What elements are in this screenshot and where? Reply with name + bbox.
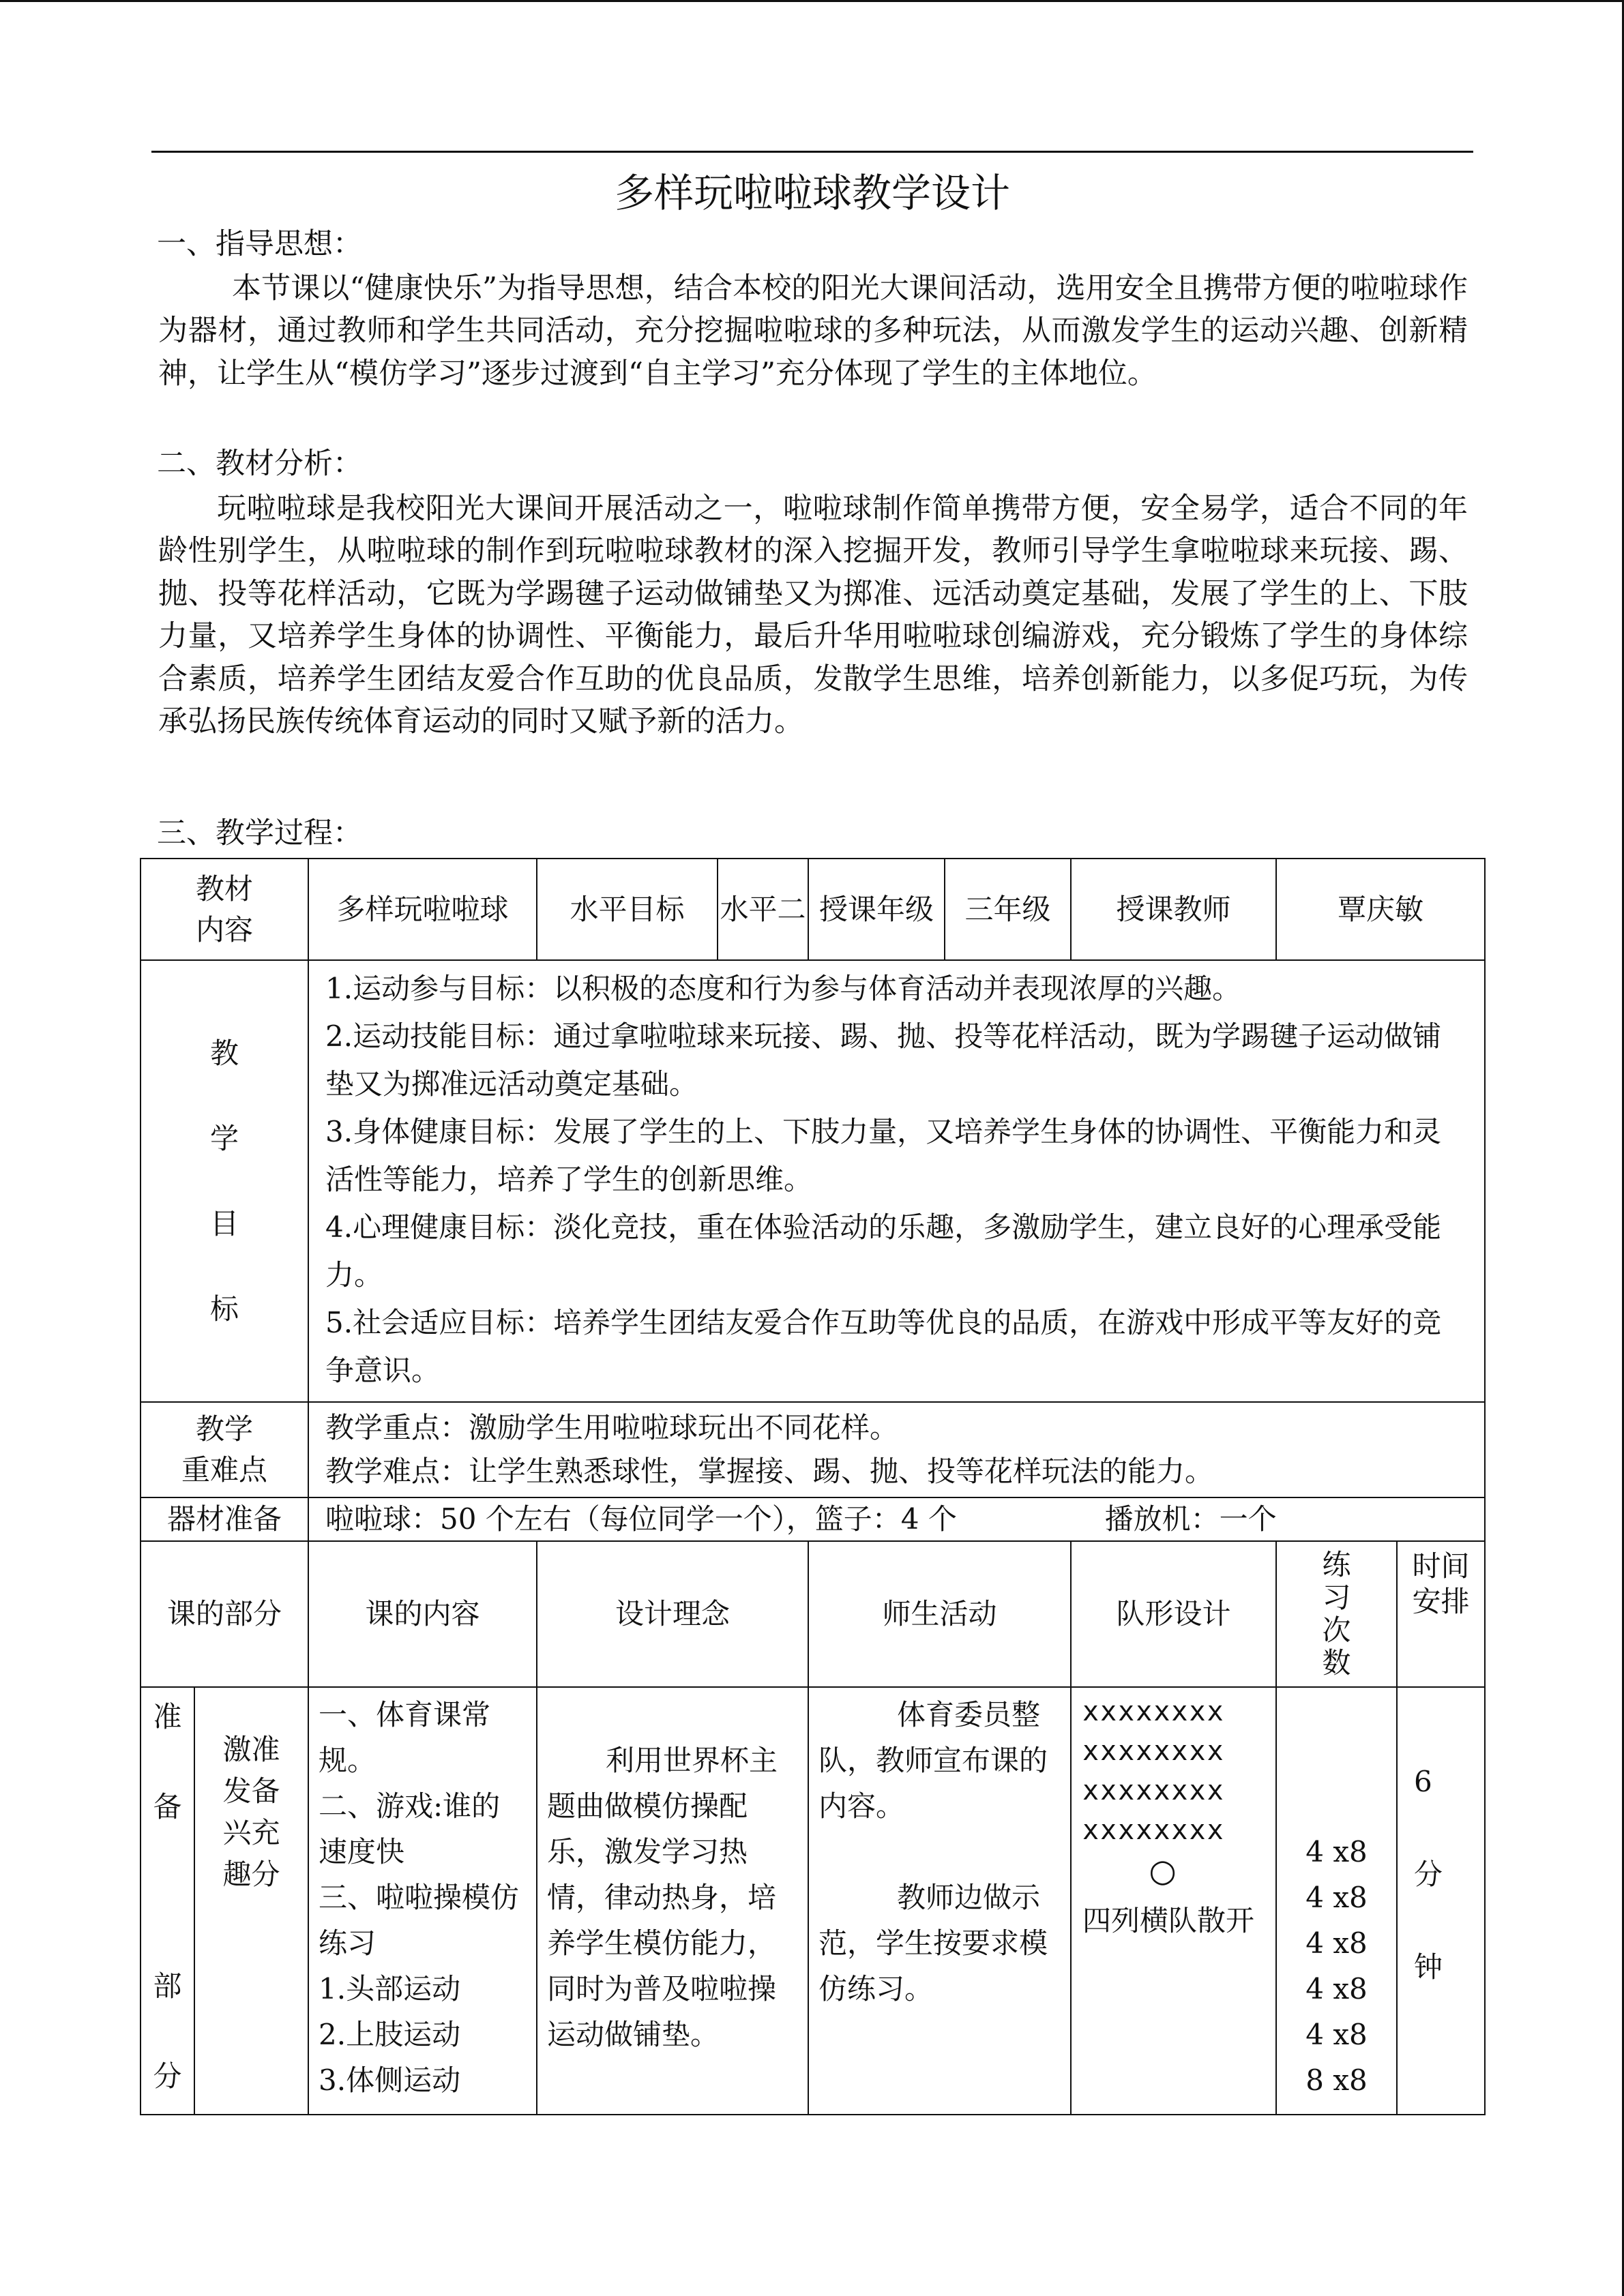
prep-goal-label — [194, 1687, 308, 2115]
concept-text: 利用世界杯主题曲做模仿操配乐，激发学习热情，律动热身，培养学生模仿能力，同时为普及啦啦操运动做铺垫。 — [547, 1744, 778, 2051]
teaching-difficulty: 教学难点：让学生熟悉球性，掌握接、踢、抛、投等花样玩法的能力。 — [325, 1455, 1214, 1488]
activity-text: 体育委员整队，教师宣布课的内容。 — [818, 1698, 1048, 1823]
label-pair: 兴充 — [222, 1816, 280, 1849]
prep-reps — [1276, 1687, 1397, 2115]
formation-row: xxxxxxxx — [1082, 1815, 1225, 1846]
level-goal-value: 水平二 — [718, 859, 808, 960]
header-rule — [151, 151, 1473, 153]
reps-value: 4 x8 — [1305, 1972, 1368, 2006]
formation-note: 四列横队散开 — [1082, 1904, 1255, 1937]
section-heading-material-analysis: 二、教材分析： — [157, 447, 362, 481]
reps-value: 4 x8 — [1305, 1881, 1368, 1914]
row-material-content — [141, 859, 1485, 960]
label-line: 教学 — [196, 1412, 254, 1446]
key-points-content — [308, 1402, 1485, 1497]
section-heading-teaching-process: 三、教学过程： — [157, 816, 362, 850]
label-char: 分 — [153, 2059, 182, 2093]
reps-value: 8 x8 — [1305, 2063, 1368, 2097]
prep-formation — [1071, 1687, 1276, 2115]
header-line: 安排 — [1412, 1585, 1470, 1618]
teaching-goals-list — [308, 960, 1485, 1402]
header-part: 课的部分 — [141, 1541, 308, 1687]
goal-item: 4.心理健康目标：淡化竞技，重在体验活动的乐趣，多激励学生，建立良好的心理承受能力。 — [325, 1210, 1442, 1292]
guiding-ideas-paragraph — [158, 267, 1468, 395]
time-value: 6 — [1414, 1765, 1432, 1798]
formation-row: xxxxxxxx — [1082, 1696, 1225, 1727]
equipment-player: 播放机：一个 — [1104, 1502, 1277, 1536]
content-line: 二、游戏:谁的速度快 — [319, 1789, 501, 1868]
row-equipment — [141, 1497, 1485, 1541]
teacher-name: 覃庆敏 — [1276, 859, 1485, 960]
label-char: 标 — [210, 1292, 239, 1326]
row-preparation-part — [141, 1687, 1485, 2115]
label-line: 重难点 — [181, 1453, 268, 1487]
section-heading-guiding-ideas: 一、指导思想： — [157, 227, 362, 261]
reps-value: 4 x8 — [1305, 2018, 1368, 2051]
row-column-headers — [141, 1541, 1485, 1687]
label-line: 内容 — [196, 912, 254, 946]
header-time — [1397, 1541, 1485, 1687]
guiding-ideas-text: 本节课以“健康快乐”为指导思想，结合本校的阳光大课间活动，选用安全且携带方便的啦啦球作为器材，通过教师和学生共同活动，充分挖掘啦啦球的多种玩法，从而激发学生的运动兴趣、创新精神，让学生从“模仿学习”逐步过渡到“自主学习”充分体现了学生的主体地位。 — [158, 271, 1468, 391]
formation-row: xxxxxxxx — [1082, 1775, 1225, 1806]
row-key-points — [141, 1402, 1485, 1497]
label-equipment: 器材准备 — [141, 1497, 308, 1541]
label-pair: 趣分 — [222, 1858, 280, 1891]
content-line: 2.上肢运动 — [319, 2018, 461, 2051]
document-title: 多样玩啦啦球教学设计 — [614, 170, 1010, 216]
goal-item: 1.运动参与目标：以积极的态度和行为参与体育活动并表现浓厚的兴趣。 — [325, 972, 1241, 1005]
header-line: 时间 — [1412, 1549, 1470, 1583]
activity-text: 教师边做示范，学生按要求模仿练习。 — [818, 1881, 1048, 2006]
label-char: 学 — [210, 1122, 239, 1155]
header-char: 数 — [1322, 1646, 1351, 1680]
teaching-focus: 教学重点：激励学生用啦啦球玩出不同花样。 — [325, 1411, 899, 1444]
label-char: 部 — [153, 1969, 182, 2003]
label-teaching-goals — [141, 960, 308, 1402]
goal-item: 5.社会适应目标：培养学生团结友爱合作互助等优良的品质，在游戏中形成平等友好的竞争意识。 — [325, 1306, 1442, 1387]
label-char: 目 — [210, 1207, 239, 1240]
page-top-border — [0, 0, 1624, 2]
prep-content — [308, 1687, 537, 2115]
prep-concept — [537, 1687, 808, 2115]
header-reps — [1276, 1541, 1397, 1687]
label-pair: 激准 — [222, 1733, 280, 1766]
content-line: 三、啦啦操模仿练习 — [319, 1881, 520, 1960]
material-analysis-paragraph — [158, 488, 1468, 743]
time-unit: 分 — [1414, 1858, 1443, 1891]
header-activity: 师生活动 — [808, 1541, 1071, 1687]
label-char: 备 — [153, 1790, 182, 1823]
header-char: 习 — [1322, 1581, 1351, 1614]
label-key-points — [141, 1402, 308, 1497]
label-char: 准 — [153, 1700, 182, 1733]
teacher-label: 授课教师 — [1071, 859, 1276, 960]
header-char: 练 — [1322, 1548, 1351, 1581]
header-formation: 队形设计 — [1071, 1541, 1276, 1687]
reps-value: 4 x8 — [1305, 1926, 1368, 1960]
header-concept: 设计理念 — [537, 1541, 808, 1687]
equipment-text: 啦啦球：50 个左右（每位同学一个），篮子：4 个 — [325, 1502, 957, 1536]
content-line: 1.头部运动 — [319, 1972, 461, 2006]
material-analysis-text: 玩啦啦球是我校阳光大课间开展活动之一，啦啦球制作简单携带方便，安全易学，适合不同的年龄性别学生，从啦啦球的制作到玩啦啦球教材的深入挖掘开发，教师引导学生拿啦啦球来玩接、踢、抛、投等花样活动，它既为学踢毽子运动做铺垫又为掷准、远活动奠定基础，发展了学生的上、下肢力量，又培养学生身体的协调性、平衡能力，最后升华用啦啦球创编游戏，充分锻炼了学生的身体综合素质，培养学生团结友爱合作互助的优良品质，发散学生思维，培养创新能力，以多促巧玩，为传承弘扬民族传统体育运动的同时又赋予新的活力。 — [158, 492, 1468, 739]
content-line: 3.体侧运动 — [319, 2063, 461, 2097]
prep-activity — [808, 1687, 1071, 2115]
grade-value: 三年级 — [945, 859, 1071, 960]
label-pair: 发备 — [222, 1774, 280, 1808]
formation-row: xxxxxxxx — [1082, 1735, 1225, 1767]
goal-item: 3.身体健康目标：发展了学生的上、下肢力量，又培养学生身体的协调性、平衡能力和灵活性等能力，培养了学生的创新思维。 — [325, 1115, 1442, 1196]
grade-label: 授课年级 — [808, 859, 945, 960]
material-content-value: 多样玩啦啦球 — [308, 859, 537, 960]
teacher-position-icon: ○ — [1149, 1852, 1177, 1889]
goal-item: 2.运动技能目标：通过拿啦啦球来玩接、踢、抛、投等花样活动，既为学踢毽子运动做铺垫又为掷准远活动奠定基础。 — [325, 1019, 1442, 1101]
header-content: 课的内容 — [308, 1541, 537, 1687]
equipment-content — [308, 1497, 1485, 1541]
level-goal-label: 水平目标 — [537, 859, 718, 960]
label-line: 教材 — [196, 871, 254, 906]
header-char: 次 — [1322, 1613, 1351, 1647]
prep-time — [1397, 1687, 1485, 2115]
prep-part-label — [141, 1687, 194, 2115]
time-unit: 钟 — [1414, 1950, 1443, 1984]
content-line: 一、体育课常规。 — [319, 1698, 491, 1777]
lesson-plan-table — [140, 858, 1486, 2115]
reps-value: 4 x8 — [1305, 1835, 1368, 1868]
label-char: 教 — [210, 1037, 239, 1070]
row-teaching-goals — [141, 960, 1485, 1402]
label-material-content — [141, 859, 308, 960]
